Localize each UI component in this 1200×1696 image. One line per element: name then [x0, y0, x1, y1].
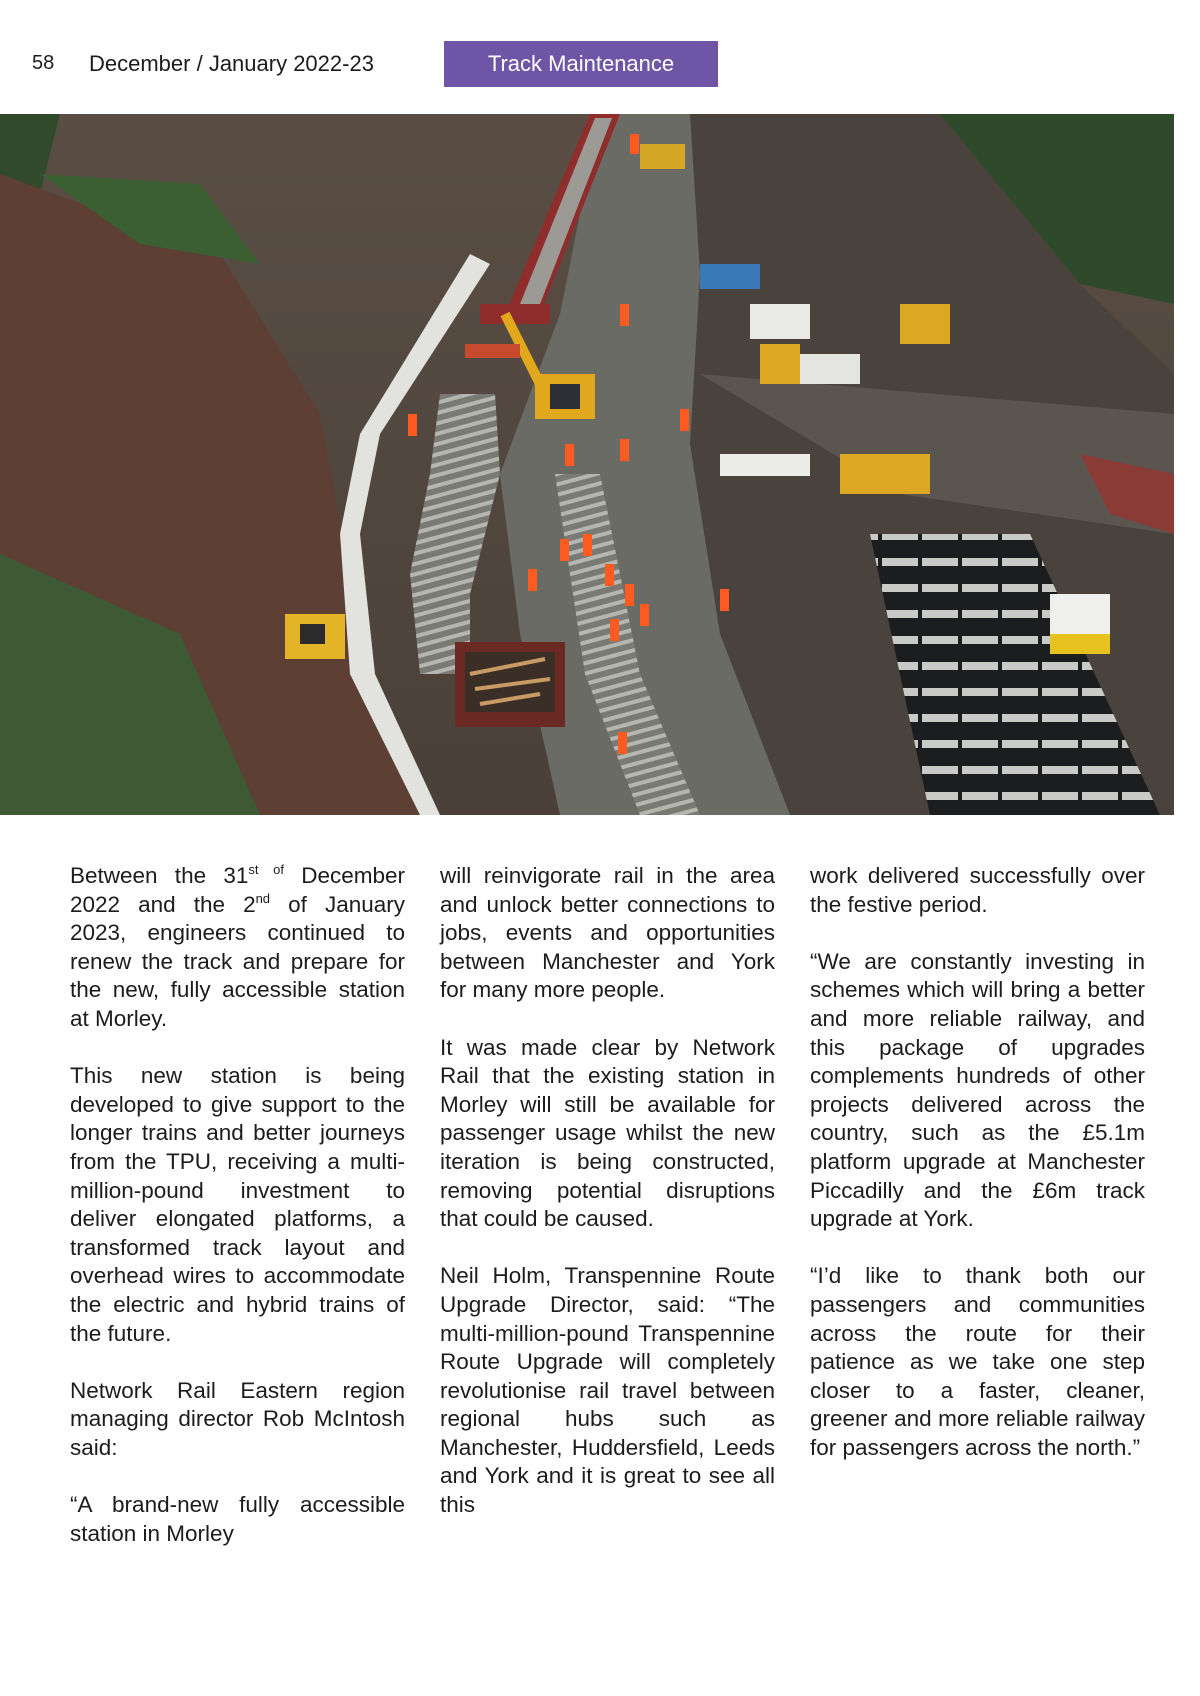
paragraph: Network Rail Eastern region managing director Rob McIntosh said:	[70, 1377, 405, 1460]
superscript: nd	[255, 890, 271, 906]
paragraph: “We are constantly investing in schemes which will bring a better and more reliable railway, and this package of upgrades complements hundreds of other projects delivered across the country, such as the £5.1m platform upgrade at Manchester Piccadilly and the £6m track upgrade at York.	[810, 948, 1145, 1232]
page-header	[0, 0, 1200, 100]
page-number: 58	[32, 52, 55, 74]
issue-date: December / January 2022-23	[89, 51, 374, 76]
paragraph: This new station is being developed to give support to the longer trains and better journeys from the TPU, receiving a multi-million-pound investment to deliver elongated platforms, a transformed track layout and overhead wires to accommodate the electric and hybrid trains of the future.	[70, 1063, 405, 1346]
text-fragment: December 2022 and the 2	[70, 863, 405, 917]
paragraph	[70, 862, 405, 1034]
paragraph: “A brand-new fully accessible station in Morley	[70, 1492, 405, 1546]
article-column-2	[440, 862, 775, 1520]
superscript: st of	[248, 862, 284, 877]
paragraph: work delivered successfully over the festive period.	[810, 863, 1145, 917]
paragraph: will reinvigorate rail in the area and unlock better connections to jobs, events and opportunities between Manchester and York for many more people.	[440, 863, 775, 1003]
article-column-3	[810, 862, 1145, 1462]
paragraph: Neil Holm, Transpennine Route Upgrade Director, said: “The multi-million-pound Transpennine Route Upgrade will completely revolutionise rail travel between regional hubs such as Manchester, Huddersfield, Leeds and York and it is great to see all this	[440, 1263, 775, 1518]
text-fragment: of January 2023, engineers continued to renew the track and prepare for the new, fully accessible station at Morley.	[70, 891, 405, 1031]
paragraph: “I’d like to thank both our passengers and communities across the route for their patience as we take one step closer to a faster, cleaner, greener and more reliable railway for passengers across the north.”	[810, 1263, 1145, 1460]
section-tag	[444, 41, 718, 87]
article-column-1	[70, 862, 405, 1548]
section-label: Track Maintenance	[487, 51, 675, 76]
paragraph: It was made clear by Network Rail that the existing station in Morley will still be available for passenger usage whilst the new iteration is being constructed, removing potential disruptions that could be caused.	[440, 1034, 775, 1232]
railway-track-renewal-aerial-photo	[0, 114, 1174, 815]
text-fragment: Between the 31	[70, 863, 249, 888]
